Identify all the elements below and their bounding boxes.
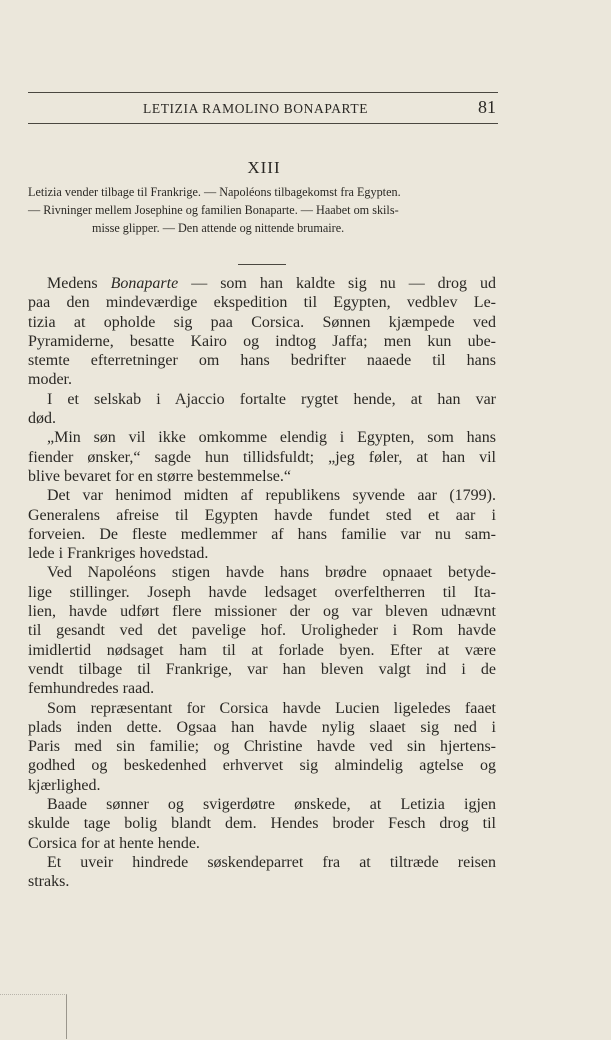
text-line: Paris med sin familie; og Christine havde ved sin hjertens-: [28, 738, 496, 756]
text-line: forveien. De fleste medlemmer af hans familie var nu sam-: [28, 525, 496, 543]
text-line: lien, havde udført flere missioner der og var bleven udnævnt: [28, 603, 496, 621]
running-header: [28, 92, 498, 124]
text-line: Det var henimod midten af republikens syvende aar (1799).: [47, 487, 496, 505]
text-line: femhundredes raad.: [28, 680, 155, 698]
text-line: Som repræsentant for Corsica havde Lucien ligeledes faaet: [47, 699, 496, 717]
summary-line: Letizia vender tilbage til Frankrige. — Napoléons tilbagekomst fra Egypten.: [28, 185, 401, 199]
running-title: LETIZIA RAMOLINO BONAPARTE: [143, 101, 369, 116]
chapter-summary: [28, 183, 500, 237]
chapter-number: XIII: [247, 158, 281, 177]
text-line: Medens Bonaparte — som han kaldte sig nu — drog ud: [47, 275, 496, 292]
text-line: skulde tage bolig blandt dem. Hendes broder Fesch drog til: [28, 815, 496, 833]
text-line: tizia at opholde sig paa Corsica. Sønnen kjæmpede ved: [28, 313, 496, 331]
text-line: moder.: [28, 371, 72, 389]
text-line: lede i Frankriges hovedstad.: [28, 545, 209, 563]
text-line: vendt tilbage til Frankrige, var han bleven valgt ind i de: [28, 660, 496, 678]
text-line: død.: [28, 410, 56, 428]
text-line: Et uveir hindrede søskendeparret fra at tiltræde reisen: [47, 853, 496, 871]
text-line: Corsica for at hente hende.: [28, 834, 200, 852]
text-line: „Min søn vil ikke omkomme elendig i Egypten, som hans: [47, 429, 496, 447]
emphasis: Bonaparte: [110, 275, 179, 292]
text-line: blive bevaret for en større bestemmelse.“: [28, 467, 291, 485]
text-line: lige stillinger. Joseph havde ledsaget overfeltherren til Ita-: [28, 583, 496, 601]
text-line: paa den mindeværdige ekspedition til Egypten, vedblev Le-: [28, 294, 496, 312]
text-line: imidlertid nødsaget ham til at forlade byen. Efter at være: [28, 641, 496, 659]
summary-line: misse glipper. — Den attende og nittende brumaire.: [92, 221, 345, 235]
text-line: straks.: [28, 873, 70, 891]
page-corner-mark: [0, 994, 67, 1039]
text-line: til gesandt ved det pavelige hof. Uroligheder i Rom havde: [28, 622, 496, 640]
text-line: Baade sønner og svigerdøtre ønskede, at Letizia igjen: [47, 796, 496, 814]
text-line: Ved Napoléons stigen havde hans brødre opnaaet betyde-: [47, 564, 496, 582]
body-text: [28, 274, 496, 892]
section-divider: [238, 264, 286, 265]
text-line: Pyramiderne, besatte Kairo og indtog Jaffa; men kun ube-: [28, 332, 496, 350]
text-line: kjærlighed.: [28, 776, 101, 794]
page-number: 81: [478, 97, 496, 117]
text-line: plads inden dette. Ogsaa han havde nylig slaaet sig ned i: [28, 718, 496, 736]
text-line: fiender ønsker,“ sagde hun tillidsfuldt; „jeg føler, at han vil: [28, 448, 496, 466]
text-line: godhed og beskedenhed erhvervet sig almindelig agtelse og: [28, 757, 496, 775]
summary-line: — Rivninger mellem Josephine og familien Bonaparte. — Haabet om skils-: [28, 203, 399, 217]
text-line: I et selskab i Ajaccio fortalte rygtet hende, at han var: [47, 390, 496, 408]
text-line: stemte efterretninger om hans bedrifter naaede til hans: [28, 352, 496, 370]
text-line: Generalens afreise til Egypten havde fundet sted et aar i: [28, 506, 496, 524]
